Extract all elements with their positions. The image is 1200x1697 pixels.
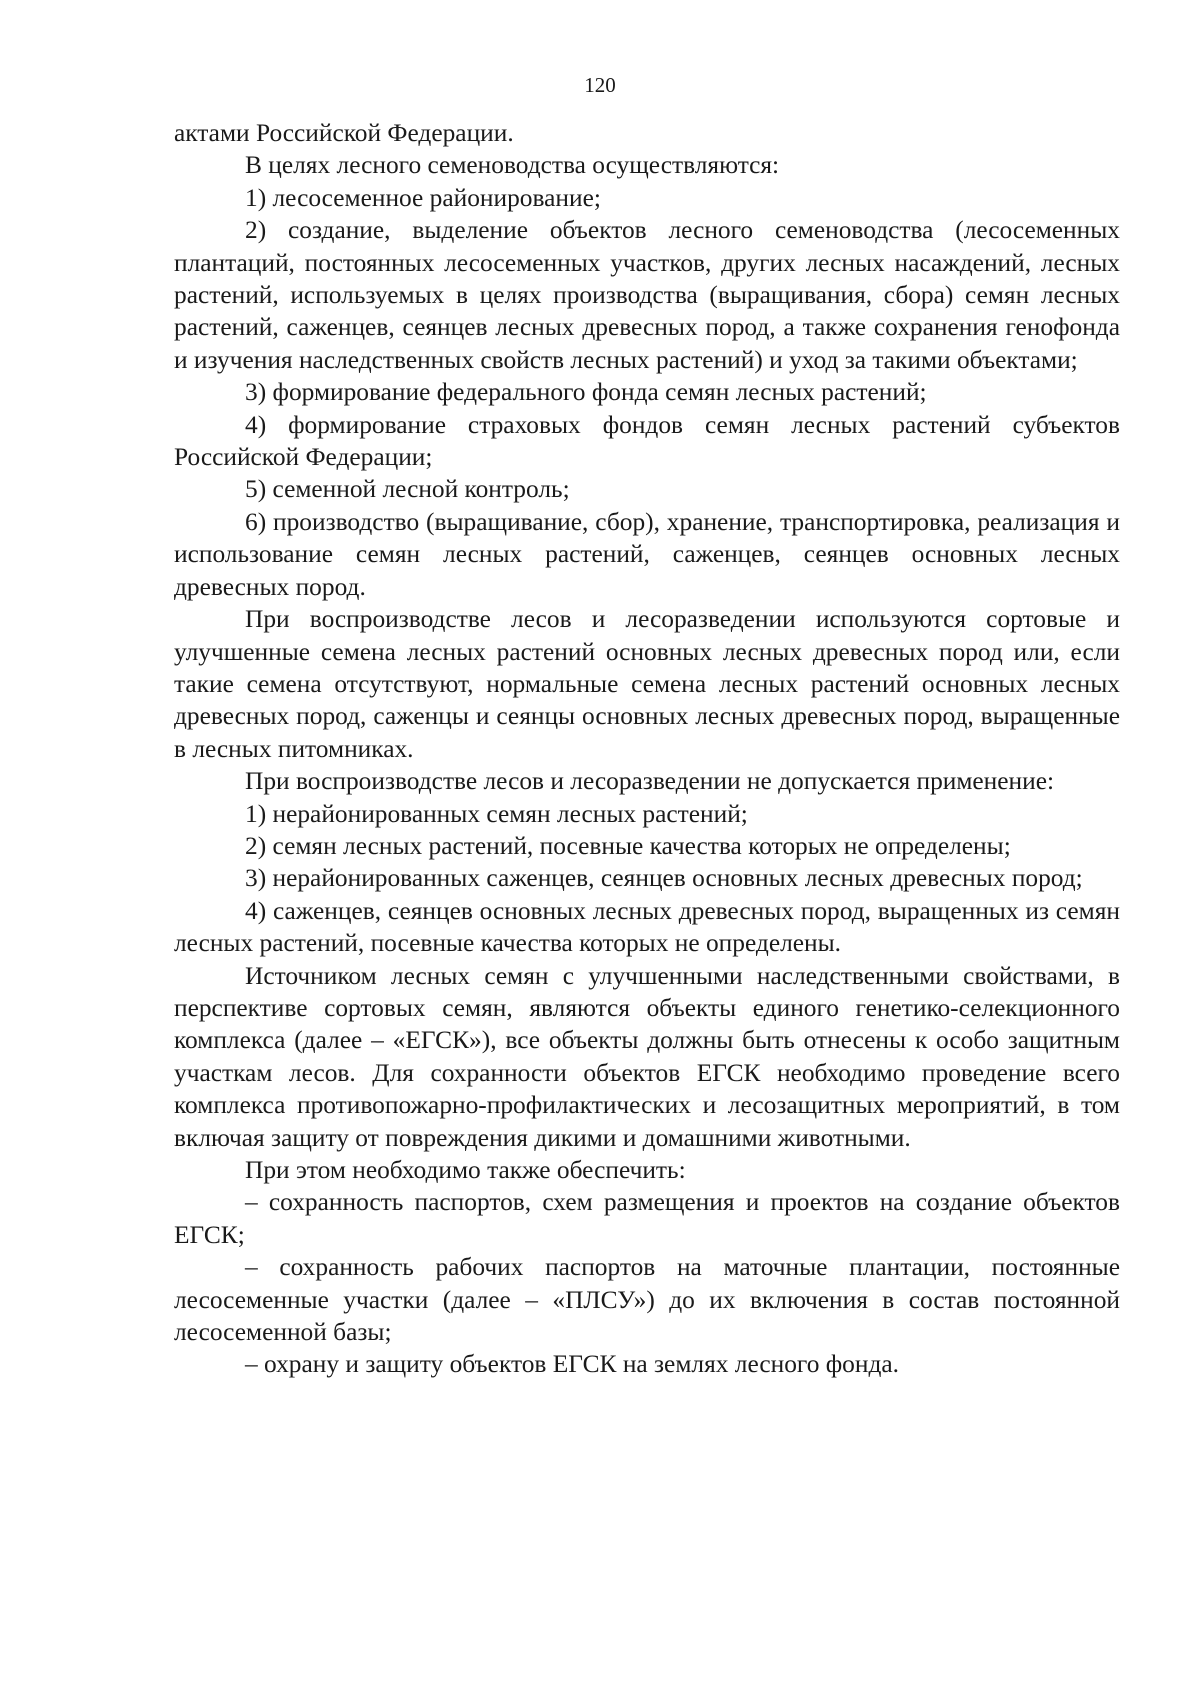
list-item: 3) формирование федерального фонда семян лесных растений; <box>245 378 927 407</box>
dash-list-item: – сохранность паспортов, схем размещения и проектов на создание объектов ЕГСК; <box>174 1188 1120 1249</box>
list-item: 4) саженцев, сеянцев основных лесных древесных пород, выращенных из семян лесных растений, посевные качества которых не определены. <box>174 896 1120 958</box>
list-item: 1) лесосеменное районирование; <box>245 183 601 212</box>
document-body <box>174 117 1120 1381</box>
list-item: 2) создание, выделение объектов лесного семеноводства (лесосеменных плантаций, постоянных лесосеменных участков, других лесных насаждений, лесных растений, используемых в целях производства (выращивания, сбора) семян лесных растений, саженцев, сеянцев лесных древесных пород, а также сохранения генофонда и изучения наследственных свойств лесных растений) и уход за такими объектами; <box>174 216 1120 374</box>
paragraph: При этом необходимо также обеспечить: <box>245 1156 686 1184</box>
list-item: 5) семенной лесной контроль; <box>245 475 570 504</box>
list-item: 6) производство (выращивание, сбор), хранение, транспортировка, реализация и использование семян лесных растений, саженцев, сеянцев основных лесных древесных пород. <box>174 507 1120 601</box>
list-item: 3) нерайонированных саженцев, сеянцев основных лесных древесных пород; <box>245 864 1083 893</box>
paragraph: При воспроизводстве лесов и лесоразведении используются сортовые и улучшенные семена лесных растений основных лесных древесных пород или, если такие семена отсутствуют, нормальные семена лесных растений основных лесных древесных пород, саженцы и сеянцы основных лесных древесных пород, выращенные в лесных питомниках. <box>174 605 1120 763</box>
paragraph: В целях лесного семеноводства осуществляются: <box>245 151 780 180</box>
list-item: 2) семян лесных растений, посевные качества которых не определены; <box>245 831 1011 860</box>
paragraph: Источником лесных семян с улучшенными наследственными свойствами, в перспективе сортовых семян, являются объекты единого генетико-селекционного комплекса (далее – «ЕГСК»), все объекты должны быть отнесены к особо защитным участкам лесов. Для сохранности объектов ЕГСК необходимо проведение всего комплекса противопожарно-профилактических и лесозащитных мероприятий, в том включая защиту от повреждения дикими и домашними животными. <box>174 961 1120 1152</box>
page-number: 120 <box>584 73 616 97</box>
dash-list-item: – сохранность рабочих паспортов на маточные плантации, постоянные лесосеменные участки (далее – «ПЛСУ») до их включения в состав постоянной лесосеменной базы; <box>174 1253 1120 1347</box>
list-item: 1) нерайонированных семян лесных растений; <box>245 799 748 828</box>
list-item: 4) формирование страховых фондов семян лесных растений субъектов Российской Федерации; <box>174 410 1120 472</box>
paragraph: актами Российской Федерации. <box>174 119 514 147</box>
paragraph: При воспроизводстве лесов и лесоразведении не допускается применение: <box>245 767 1055 796</box>
dash-list-item: – охрану и защиту объектов ЕГСК на землях лесного фонда. <box>245 1350 900 1379</box>
